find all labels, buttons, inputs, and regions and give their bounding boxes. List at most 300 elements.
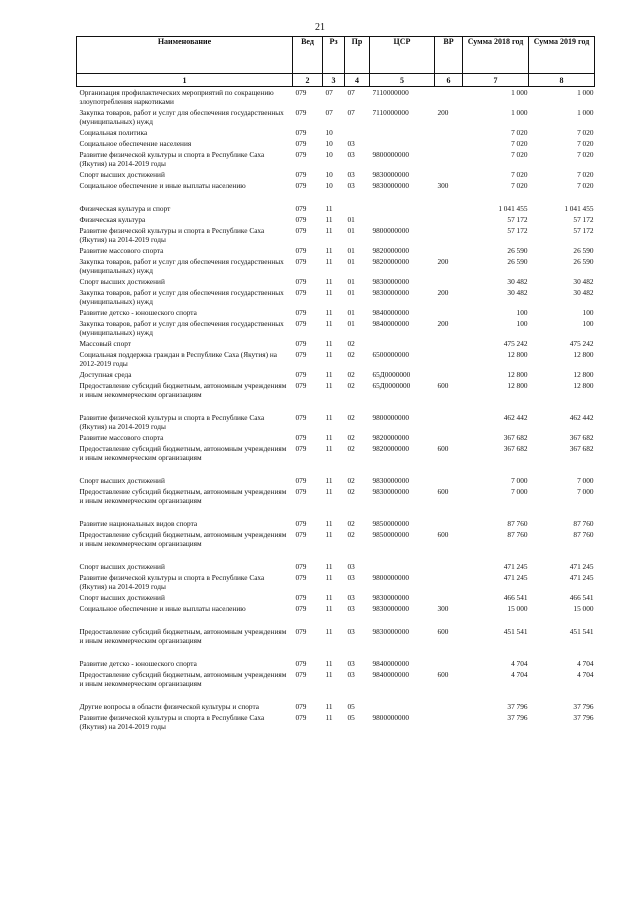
table-row bbox=[77, 87, 595, 108]
row-csr: 9840000000 bbox=[372, 670, 409, 679]
header-row bbox=[77, 37, 595, 74]
row-sum-2019: 7 020 bbox=[577, 181, 594, 190]
row-csr: 9800000000 bbox=[372, 713, 409, 722]
row-rz: 11 bbox=[325, 246, 333, 255]
column-number: 8 bbox=[529, 74, 595, 87]
row-ved: 079 bbox=[295, 308, 307, 317]
row-pr: 01 bbox=[347, 215, 355, 224]
row-sum-2018: 7 000 bbox=[511, 476, 528, 485]
row-ved: 079 bbox=[295, 670, 307, 679]
row-sum-2018: 367 682 bbox=[503, 433, 528, 442]
header-sum-2019: Сумма 2019 год bbox=[529, 37, 595, 74]
table-row bbox=[77, 287, 595, 307]
table-row bbox=[77, 701, 595, 712]
row-name: Предоставление субсидий бюджетным, автономным учреждениям и иным некоммерческим организациям bbox=[79, 530, 287, 548]
table-row bbox=[77, 138, 595, 149]
table-row bbox=[77, 443, 595, 463]
row-sum-2019: 7 000 bbox=[577, 476, 594, 485]
row-ved: 079 bbox=[295, 319, 307, 328]
row-ved: 079 bbox=[295, 702, 307, 711]
row-rz: 11 bbox=[325, 476, 333, 485]
row-rz: 11 bbox=[325, 413, 333, 422]
table-row bbox=[77, 225, 595, 245]
row-ved: 079 bbox=[295, 713, 307, 722]
row-csr: 9850000000 bbox=[372, 530, 409, 539]
row-pr: 03 bbox=[347, 181, 355, 190]
row-vr bbox=[435, 658, 463, 669]
table-row bbox=[77, 169, 595, 180]
row-csr: 9840000000 bbox=[372, 659, 409, 668]
row-rz: 10 bbox=[325, 181, 333, 190]
row-name: Предоставление субсидий бюджетным, автономным учреждениям и иным некоммерческим организациям bbox=[79, 487, 287, 505]
row-sum-2019: 7 020 bbox=[577, 170, 594, 179]
row-vr bbox=[435, 432, 463, 443]
row-csr: 9820000000 bbox=[372, 257, 409, 266]
budget-table bbox=[76, 36, 595, 732]
row-sum-2018: 471 245 bbox=[503, 573, 528, 582]
column-number: 3 bbox=[323, 74, 345, 87]
row-vr bbox=[435, 245, 463, 256]
row-sum-2019: 471 245 bbox=[569, 562, 594, 571]
row-spacer bbox=[77, 506, 595, 518]
table-row bbox=[77, 203, 595, 214]
row-csr: 9800000000 bbox=[372, 150, 409, 159]
row-sum-2018: 15 000 bbox=[507, 604, 528, 613]
row-csr: 9850000000 bbox=[372, 519, 409, 528]
row-vr bbox=[435, 276, 463, 287]
row-spacer bbox=[77, 689, 595, 701]
row-sum-2019: 7 000 bbox=[577, 487, 594, 496]
row-rz: 10 bbox=[325, 139, 333, 148]
row-rz: 11 bbox=[325, 487, 333, 496]
row-pr: 02 bbox=[347, 339, 355, 348]
table-row bbox=[77, 518, 595, 529]
table-row bbox=[77, 529, 595, 549]
row-rz: 11 bbox=[325, 530, 333, 539]
row-name: Развитие физической культуры и спорта в Республике Саха (Якутия) на 2014-2019 годы bbox=[79, 713, 265, 731]
table-row bbox=[77, 214, 595, 225]
header-name: Наименование bbox=[77, 37, 293, 74]
row-pr bbox=[345, 127, 370, 138]
row-ved: 079 bbox=[295, 381, 307, 390]
row-vr bbox=[435, 87, 463, 108]
row-sum-2018: 1 000 bbox=[511, 88, 528, 97]
row-pr: 01 bbox=[347, 257, 355, 266]
table-row bbox=[77, 245, 595, 256]
row-csr bbox=[370, 127, 435, 138]
column-number: 2 bbox=[293, 74, 323, 87]
row-sum-2019: 12 800 bbox=[573, 381, 594, 390]
row-sum-2018: 7 000 bbox=[511, 487, 528, 496]
row-csr: 9830000000 bbox=[372, 277, 409, 286]
row-ved: 079 bbox=[295, 476, 307, 485]
row-sum-2019: 100 bbox=[582, 319, 594, 328]
table-row bbox=[77, 276, 595, 287]
row-rz: 11 bbox=[325, 277, 333, 286]
table-row bbox=[77, 369, 595, 380]
row-ved: 079 bbox=[295, 604, 307, 613]
row-rz: 11 bbox=[325, 562, 333, 571]
column-number: 6 bbox=[435, 74, 463, 87]
row-pr: 01 bbox=[347, 308, 355, 317]
row-vr bbox=[435, 203, 463, 214]
table-row bbox=[77, 658, 595, 669]
row-sum-2019: 462 442 bbox=[569, 413, 594, 422]
header-pr: Пр bbox=[345, 37, 370, 74]
row-vr bbox=[435, 225, 463, 245]
row-ved: 079 bbox=[295, 627, 307, 636]
row-sum-2019: 7 020 bbox=[577, 150, 594, 159]
row-csr: 9830000000 bbox=[372, 288, 409, 297]
row-vr bbox=[435, 214, 463, 225]
row-sum-2018: 30 482 bbox=[507, 277, 528, 286]
table-row bbox=[77, 380, 595, 400]
row-ved: 079 bbox=[295, 128, 307, 137]
row-csr bbox=[370, 338, 435, 349]
row-name: Развитие национальных видов спорта bbox=[79, 519, 198, 528]
row-vr: 600 bbox=[437, 530, 449, 539]
row-name: Предоставление субсидий бюджетным, автономным учреждениям и иным некоммерческим организациям bbox=[79, 381, 287, 399]
row-sum-2019: 57 172 bbox=[573, 226, 594, 235]
row-rz: 11 bbox=[325, 713, 333, 722]
spacer-cell bbox=[77, 549, 595, 561]
row-csr: 9830000000 bbox=[372, 476, 409, 485]
table-row bbox=[77, 572, 595, 592]
row-vr: 600 bbox=[437, 444, 449, 453]
row-rz: 11 bbox=[325, 350, 333, 359]
row-rz: 10 bbox=[325, 128, 333, 137]
row-rz: 11 bbox=[325, 659, 333, 668]
spacer-cell bbox=[77, 400, 595, 412]
row-name: Спорт высших достижений bbox=[79, 593, 165, 602]
row-name: Спорт высших достижений bbox=[79, 170, 165, 179]
row-name: Социальное обеспечение и иные выплаты населению bbox=[79, 604, 246, 613]
row-rz: 07 bbox=[325, 108, 333, 117]
row-name: Развитие детско - юношеского спорта bbox=[79, 659, 197, 668]
spacer-cell bbox=[77, 689, 595, 701]
row-sum-2018: 87 760 bbox=[507, 519, 528, 528]
row-ved: 079 bbox=[295, 573, 307, 582]
row-name: Предоставление субсидий бюджетным, автономным учреждениям и иным некоммерческим организациям bbox=[79, 444, 287, 462]
row-pr: 07 bbox=[347, 108, 355, 117]
row-pr bbox=[345, 203, 370, 214]
row-spacer bbox=[77, 463, 595, 475]
table-row bbox=[77, 561, 595, 572]
table-row bbox=[77, 412, 595, 432]
row-rz: 11 bbox=[325, 670, 333, 679]
row-ved: 079 bbox=[295, 413, 307, 422]
row-name: Спорт высших достижений bbox=[79, 277, 165, 286]
row-name: Социальная поддержка граждан в Республике Саха (Якутия) на 2012-2019 годы bbox=[79, 350, 278, 368]
table-row bbox=[77, 127, 595, 138]
row-sum-2018: 12 800 bbox=[507, 370, 528, 379]
row-vr: 600 bbox=[437, 670, 449, 679]
row-vr bbox=[435, 572, 463, 592]
row-sum-2018: 57 172 bbox=[507, 226, 528, 235]
row-ved: 079 bbox=[295, 139, 307, 148]
row-name: Социальная политика bbox=[79, 128, 148, 137]
table-row bbox=[77, 592, 595, 603]
table-row bbox=[77, 149, 595, 169]
row-sum-2019: 4 704 bbox=[577, 659, 594, 668]
row-sum-2018: 12 800 bbox=[507, 350, 528, 359]
row-pr: 03 bbox=[347, 593, 355, 602]
row-ved: 079 bbox=[295, 181, 307, 190]
row-sum-2019: 30 482 bbox=[573, 277, 594, 286]
row-sum-2018: 26 590 bbox=[507, 246, 528, 255]
column-number: 5 bbox=[370, 74, 435, 87]
row-ved: 079 bbox=[295, 215, 307, 224]
row-name: Организация профилактических мероприятий по сокращению злоупотребления наркотиками bbox=[79, 88, 274, 106]
row-pr: 02 bbox=[347, 476, 355, 485]
table-row bbox=[77, 307, 595, 318]
row-name: Предоставление субсидий бюджетным, автономным учреждениям и иным некоммерческим организациям bbox=[79, 627, 287, 645]
table-body bbox=[77, 87, 595, 733]
row-spacer bbox=[77, 646, 595, 658]
row-sum-2019: 367 682 bbox=[569, 433, 594, 442]
row-pr: 01 bbox=[347, 277, 355, 286]
row-name: Закупка товаров, работ и услуг для обеспечения государственных (муниципальных) нужд bbox=[79, 319, 284, 337]
row-vr: 200 bbox=[437, 257, 449, 266]
row-rz: 11 bbox=[325, 215, 333, 224]
row-name: Массовый спорт bbox=[79, 339, 131, 348]
row-name: Закупка товаров, работ и услуг для обеспечения государственных (муниципальных) нужд bbox=[79, 257, 284, 275]
row-vr: 200 bbox=[437, 319, 449, 328]
header-sum-2018: Сумма 2018 год bbox=[463, 37, 529, 74]
row-vr bbox=[435, 701, 463, 712]
row-sum-2019: 37 796 bbox=[573, 702, 594, 711]
table-row bbox=[77, 626, 595, 646]
row-rz: 11 bbox=[325, 204, 333, 213]
row-name: Развитие детско - юношеского спорта bbox=[79, 308, 197, 317]
row-rz: 11 bbox=[325, 604, 333, 613]
row-name: Доступная среда bbox=[79, 370, 132, 379]
row-rz: 11 bbox=[325, 319, 333, 328]
row-sum-2019: 100 bbox=[582, 308, 594, 317]
row-sum-2018: 7 020 bbox=[511, 181, 528, 190]
row-ved: 079 bbox=[295, 246, 307, 255]
row-pr: 02 bbox=[347, 487, 355, 496]
row-csr: 9840000000 bbox=[372, 308, 409, 317]
row-ved: 079 bbox=[295, 226, 307, 235]
row-vr: 600 bbox=[437, 627, 449, 636]
row-sum-2018: 462 442 bbox=[503, 413, 528, 422]
row-pr: 05 bbox=[347, 702, 355, 711]
row-name: Социальное обеспечение населения bbox=[79, 139, 192, 148]
table-row bbox=[77, 349, 595, 369]
row-rz: 11 bbox=[325, 257, 333, 266]
row-sum-2019: 475 242 bbox=[569, 339, 594, 348]
row-sum-2018: 7 020 bbox=[511, 128, 528, 137]
row-rz: 11 bbox=[325, 627, 333, 636]
row-pr: 01 bbox=[347, 226, 355, 235]
table-row bbox=[77, 486, 595, 506]
row-name: Другие вопросы в области физической культуры и спорта bbox=[79, 702, 259, 711]
row-csr: 9820000000 bbox=[372, 444, 409, 453]
header-vr: ВР bbox=[435, 37, 463, 74]
row-rz: 10 bbox=[325, 170, 333, 179]
column-number: 1 bbox=[77, 74, 293, 87]
row-ved: 079 bbox=[295, 562, 307, 571]
table-row bbox=[77, 256, 595, 276]
row-sum-2019: 57 172 bbox=[573, 215, 594, 224]
row-sum-2018: 26 590 bbox=[507, 257, 528, 266]
row-sum-2018: 1 041 455 bbox=[498, 204, 528, 213]
row-csr: 9830000000 bbox=[372, 593, 409, 602]
column-number: 7 bbox=[463, 74, 529, 87]
row-vr bbox=[435, 561, 463, 572]
row-rz: 11 bbox=[325, 308, 333, 317]
row-vr bbox=[435, 127, 463, 138]
row-pr: 03 bbox=[347, 150, 355, 159]
row-rz: 11 bbox=[325, 339, 333, 348]
row-sum-2018: 451 541 bbox=[503, 627, 528, 636]
row-ved: 079 bbox=[295, 593, 307, 602]
row-sum-2019: 451 541 bbox=[569, 627, 594, 636]
row-vr: 300 bbox=[437, 604, 449, 613]
row-ved: 079 bbox=[295, 288, 307, 297]
table-row bbox=[77, 107, 595, 127]
row-spacer bbox=[77, 191, 595, 203]
row-sum-2018: 7 020 bbox=[511, 170, 528, 179]
row-name: Закупка товаров, работ и услуг для обеспечения государственных (муниципальных) нужд bbox=[79, 108, 284, 126]
row-sum-2019: 4 704 bbox=[577, 670, 594, 679]
row-rz: 10 bbox=[325, 150, 333, 159]
row-pr: 02 bbox=[347, 350, 355, 359]
row-csr: 9830000000 bbox=[372, 487, 409, 496]
row-csr: 9800000000 bbox=[372, 573, 409, 582]
row-sum-2018: 7 020 bbox=[511, 150, 528, 159]
row-pr: 01 bbox=[347, 246, 355, 255]
row-vr bbox=[435, 412, 463, 432]
row-sum-2018: 37 796 bbox=[507, 702, 528, 711]
row-csr: 9800000000 bbox=[372, 226, 409, 235]
row-csr: 9830000000 bbox=[372, 170, 409, 179]
row-vr: 200 bbox=[437, 108, 449, 117]
row-pr: 07 bbox=[347, 88, 355, 97]
row-sum-2019: 26 590 bbox=[573, 246, 594, 255]
row-csr: 9830000000 bbox=[372, 627, 409, 636]
table-row bbox=[77, 712, 595, 732]
row-ved: 079 bbox=[295, 519, 307, 528]
row-pr: 03 bbox=[347, 573, 355, 582]
row-pr: 02 bbox=[347, 444, 355, 453]
column-number: 4 bbox=[345, 74, 370, 87]
row-csr bbox=[370, 138, 435, 149]
row-spacer bbox=[77, 400, 595, 412]
row-pr: 03 bbox=[347, 670, 355, 679]
row-vr: 200 bbox=[437, 288, 449, 297]
row-sum-2019: 1 000 bbox=[577, 108, 594, 117]
row-rz: 11 bbox=[325, 702, 333, 711]
row-rz: 07 bbox=[325, 88, 333, 97]
row-sum-2018: 475 242 bbox=[503, 339, 528, 348]
row-sum-2018: 471 245 bbox=[503, 562, 528, 571]
row-pr: 03 bbox=[347, 627, 355, 636]
row-pr: 01 bbox=[347, 288, 355, 297]
row-sum-2018: 12 800 bbox=[507, 381, 528, 390]
row-sum-2018: 100 bbox=[516, 308, 528, 317]
row-pr: 02 bbox=[347, 519, 355, 528]
row-pr: 02 bbox=[347, 433, 355, 442]
row-ved: 079 bbox=[295, 339, 307, 348]
row-sum-2018: 367 682 bbox=[503, 444, 528, 453]
row-ved: 079 bbox=[295, 277, 307, 286]
row-ved: 079 bbox=[295, 487, 307, 496]
table-row bbox=[77, 669, 595, 689]
row-spacer bbox=[77, 614, 595, 626]
row-ved: 079 bbox=[295, 659, 307, 668]
row-vr bbox=[435, 338, 463, 349]
column-number-row bbox=[77, 74, 595, 87]
row-rz: 11 bbox=[325, 573, 333, 582]
row-sum-2019: 466 541 bbox=[569, 593, 594, 602]
row-ved: 079 bbox=[295, 170, 307, 179]
header-csr: ЦСР bbox=[370, 37, 435, 74]
row-vr bbox=[435, 518, 463, 529]
table-row bbox=[77, 338, 595, 349]
row-sum-2019: 12 800 bbox=[573, 370, 594, 379]
row-sum-2018: 100 bbox=[516, 319, 528, 328]
row-csr: 9800000000 bbox=[372, 413, 409, 422]
row-sum-2018: 4 704 bbox=[511, 670, 528, 679]
row-ved: 079 bbox=[295, 444, 307, 453]
row-ved: 079 bbox=[295, 370, 307, 379]
row-sum-2019: 26 590 bbox=[573, 257, 594, 266]
row-sum-2019: 15 000 bbox=[573, 604, 594, 613]
row-sum-2018: 7 020 bbox=[511, 139, 528, 148]
row-csr bbox=[370, 203, 435, 214]
row-sum-2018: 57 172 bbox=[507, 215, 528, 224]
row-vr: 600 bbox=[437, 487, 449, 496]
row-rz: 11 bbox=[325, 433, 333, 442]
row-sum-2019: 7 020 bbox=[577, 139, 594, 148]
header-ved: Вед bbox=[293, 37, 323, 74]
row-name: Развитие физической культуры и спорта в Республике Саха (Якутия) на 2014-2019 годы bbox=[79, 413, 265, 431]
row-vr bbox=[435, 592, 463, 603]
row-csr: 6500000000 bbox=[372, 350, 409, 359]
row-sum-2018: 466 541 bbox=[503, 593, 528, 602]
row-pr: 05 bbox=[347, 713, 355, 722]
row-vr bbox=[435, 307, 463, 318]
row-pr: 03 bbox=[347, 139, 355, 148]
row-sum-2019: 87 760 bbox=[573, 530, 594, 539]
row-pr: 03 bbox=[347, 562, 355, 571]
row-csr: 65Д0000000 bbox=[372, 370, 411, 379]
row-rz: 11 bbox=[325, 370, 333, 379]
row-ved: 079 bbox=[295, 204, 307, 213]
row-sum-2019: 12 800 bbox=[573, 350, 594, 359]
row-name: Развитие массового спорта bbox=[79, 433, 164, 442]
row-sum-2019: 1 000 bbox=[577, 88, 594, 97]
row-ved: 079 bbox=[295, 108, 307, 117]
row-name: Развитие физической культуры и спорта в Республике Саха (Якутия) на 2014-2019 годы bbox=[79, 573, 265, 591]
spacer-cell bbox=[77, 191, 595, 203]
row-csr bbox=[370, 701, 435, 712]
row-rz: 11 bbox=[325, 381, 333, 390]
row-ved: 079 bbox=[295, 350, 307, 359]
table-row bbox=[77, 603, 595, 614]
row-pr: 02 bbox=[347, 370, 355, 379]
row-ved: 079 bbox=[295, 433, 307, 442]
row-sum-2019: 471 245 bbox=[569, 573, 594, 582]
header-rz: Рз bbox=[323, 37, 345, 74]
row-rz: 11 bbox=[325, 226, 333, 235]
row-rz: 11 bbox=[325, 444, 333, 453]
row-sum-2018: 87 760 bbox=[507, 530, 528, 539]
row-rz: 11 bbox=[325, 519, 333, 528]
row-pr: 03 bbox=[347, 659, 355, 668]
